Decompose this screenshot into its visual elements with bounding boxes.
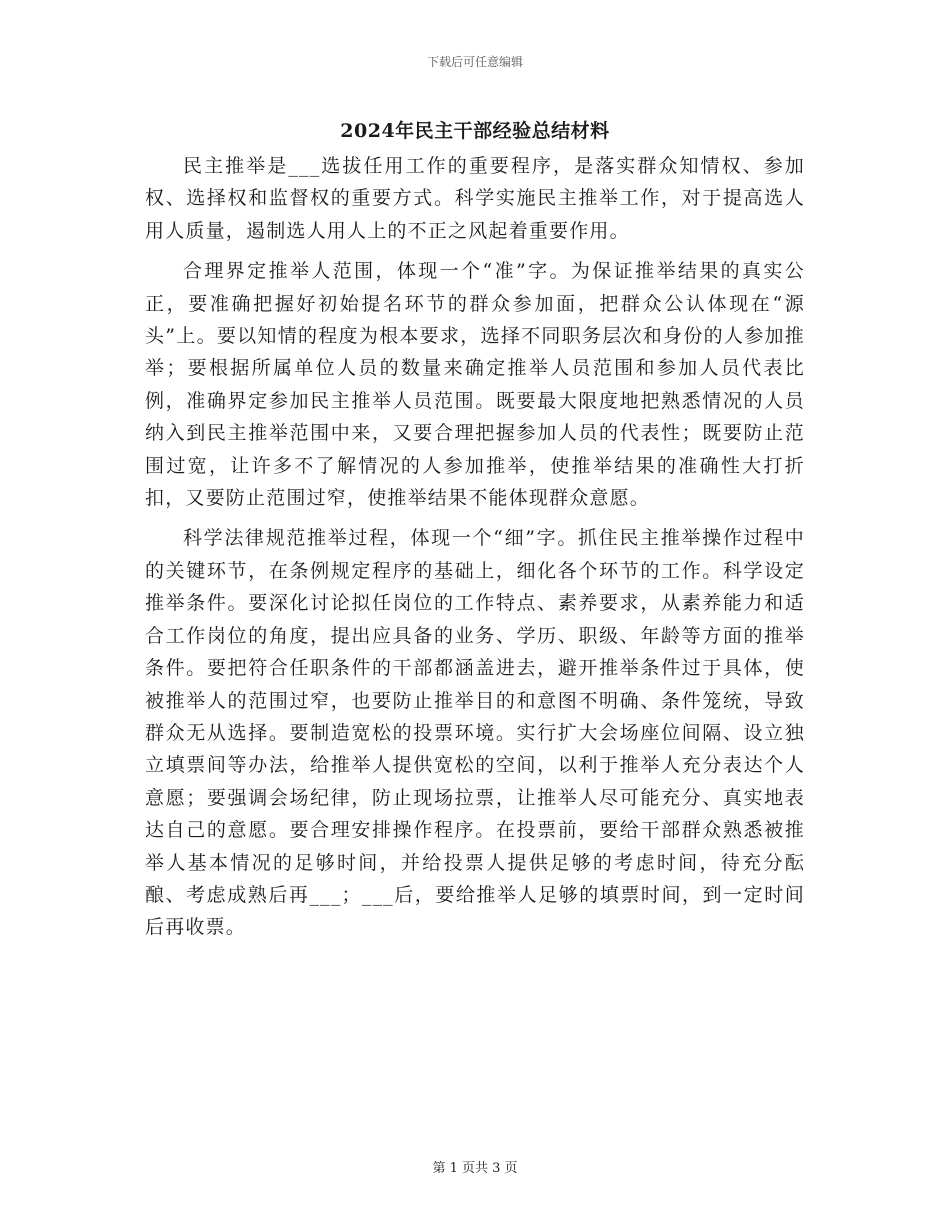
page-header-note: 下载后可任意编辑 <box>426 55 523 69</box>
document-title: 2024年民主干部经验总结材料 <box>340 120 610 142</box>
paragraph-3: 科学法律规范推举过程，体现一个“细”字。抓住民主推举操作过程中的关键环节，在条例规定程序的基础上，细化各个环节的工作。科学设定推举条件。要深化讨论拟任岗位的工作特点、素养要求，从素养能力和适合工作岗位的角度，提出应具备的业务、学历、职级、年龄等方面的推举条件。要把符合任职条件的干部都涵盖进去，避开推举条件过于具体，使被推举人的范围过窄，也要防止推举目的和意图不明确、条件笼统，导致群众无从选择。要制造宽松的投票环境。实行扩大会场座位间隔、设立独立填票间等办法，给推举人提供宽松的空间，以利于推举人充分表达个人意愿；要强调会场纪律，防止现场拉票，让推举人尽可能充分、真实地表达自己的意愿。要合理安排操作程序。在投票前，要给干部群众熟悉被推举人基本情况的足够时间，并给投票人提供足够的考虑时间，待充分酝酿、考虑成熟后再___；___后，要给推举人足够的填票时间，到一定时间后再收票。 <box>145 527 805 939</box>
page-number-footer: 第 1 页共 3 页 <box>432 1161 518 1176</box>
paragraph-2: 合理界定推举人范围，体现一个“准”字。为保证推举结果的真实公正，要准确把握好初始提名环节的群众参加面，把群众公认体现在“源头”上。要以知情的程度为根本要求，选择不同职务层次和身份的人参加推举；要根据所属单位人员的数量来确定推举人员范围和参加人员代表比例，准确界定参加民主推举人员范围。既要最大限度地把熟悉情况的人员纳入到民主推举范围中来，又要合理把握参加人员的代表性；既要防止范围过宽，让许多不了解情况的人参加推举，使推举结果的准确性大打折扣，又要防止范围过窄，使推举结果不能体现群众意愿。 <box>145 260 805 510</box>
paragraph-1: 民主推举是___选拔任用工作的重要程序，是落实群众知情权、参加权、选择权和监督权的重要方式。科学实施民主推举工作，对于提高选人用人质量，遏制选人用人上的不正之风起着重要作用。 <box>145 155 805 242</box>
document-body <box>145 150 805 944</box>
